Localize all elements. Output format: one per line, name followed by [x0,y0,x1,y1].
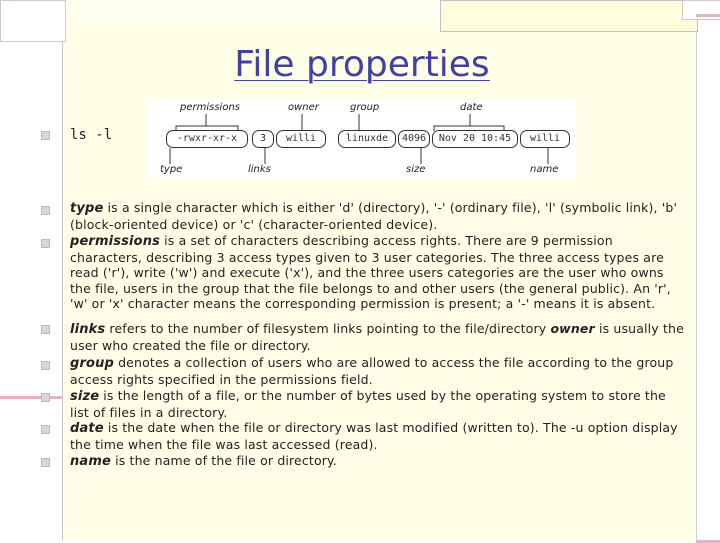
list-item-date [70,420,685,452]
list-item-links [70,321,685,353]
bullet-icon [41,361,50,370]
list-item-permissions [70,233,685,312]
term-group: group [70,356,114,371]
list-item-group [70,355,685,387]
bullet-icon [41,458,50,467]
field-owner: willi [276,130,326,148]
term-size: size [70,389,100,404]
bullet-icon [41,425,50,434]
definition-links: refers to the number of filesystem links pointing to the file/directory [105,321,551,336]
field-group: linuxde [338,130,396,148]
ls-output-diagram [148,100,576,178]
ls-command: ls -l [70,127,113,143]
field-size: 4096 [398,130,430,148]
definition-size: is the length of a file, or the number of bytes used by the operating system to store the list of files in a directory. [70,388,666,420]
label-size: size [406,164,426,175]
term-date: date [70,421,104,436]
label-name: name [530,164,559,175]
bullet-icon [41,239,50,248]
label-permissions: permissions [180,102,240,113]
term-links: links [70,322,106,337]
label-group: group [350,102,380,113]
term-name: name [70,454,111,469]
field-name: willi [520,130,570,148]
label-type: type [160,164,183,175]
definition-owner: is usually the user who created the file or directory. [70,321,684,353]
label-date: date [460,102,483,113]
accent-line [0,396,62,399]
left-band [0,0,62,540]
field-date: Nov 20 10:45 [432,130,518,148]
slide-title: File properties [234,44,490,85]
definition-group: denotes a collection of users who are allowed to access the file according to the group access rights specified in the permissions field. [70,355,674,387]
definition-type: is a single character which is either 'd' (directory), '-' (ordinary file), 'l' (symbolic link), 'b' (block-oriented device) or 'c' (character-oriented device). [70,200,678,232]
label-links: links [248,164,271,175]
field-permissions: -rwxr-xr-x [166,130,248,148]
term-type: type [70,201,104,216]
definition-permissions: is a set of characters describing access rights. There are 9 permission characters, describing 3 access types given to 3 user categories. The three access types are read ('r'), write ('w') and execute ('x'), and the three users categories are the user who owns the file, users in the group that the file belongs to and other users (the general public). An 'r', 'w' or 'x' character means the corresponding permission is present; a '-' means it is absent. [70,233,671,311]
top-decoration [440,0,698,32]
definition-name: is the name of the file or directory. [111,453,337,468]
corner-decoration-right [682,0,720,20]
list-item-size [70,388,685,420]
term-permissions: permissions [70,234,161,249]
list-item-name [70,453,685,470]
right-band [696,0,720,540]
field-links: 3 [252,130,274,148]
bullet-icon [41,325,50,334]
definition-date: is the date when the file or directory was last modified (written to). The -u option display the time when the file was last accessed (read). [70,420,678,452]
label-owner: owner [288,102,319,113]
bullet-icon [41,393,50,402]
accent-line [696,14,720,17]
term-owner: owner [550,321,595,336]
bullet-icon [41,131,50,140]
corner-decoration [0,0,66,42]
list-item-type [70,200,685,232]
bullet-icon [41,206,50,215]
